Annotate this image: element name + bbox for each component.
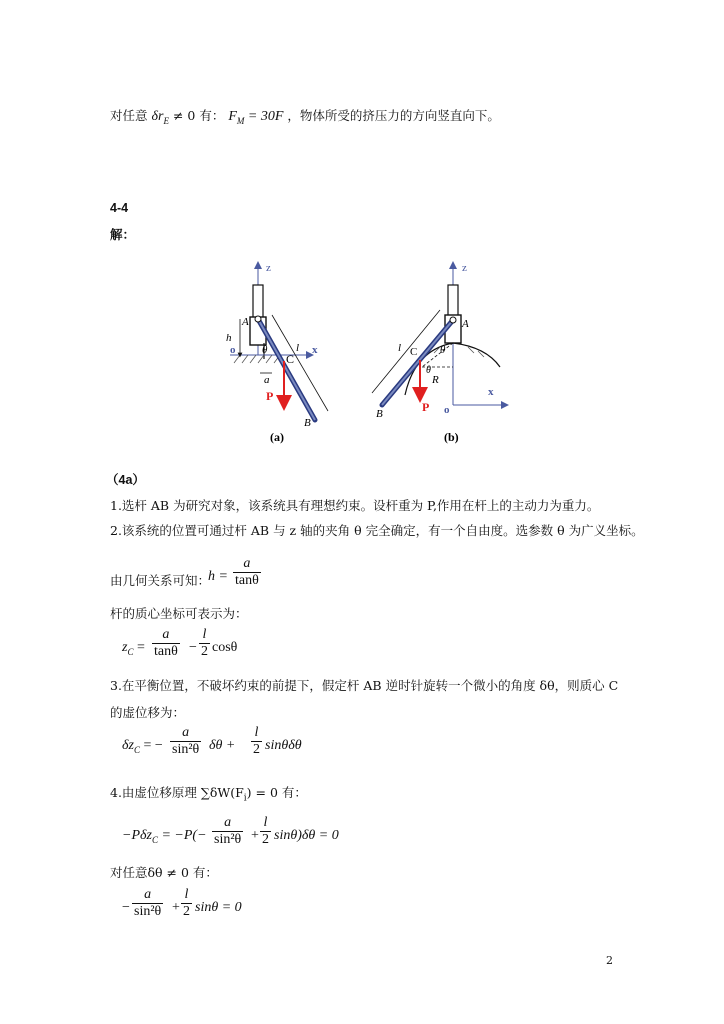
section-number: 4-4 [110, 201, 129, 215]
fig-a-x: x [312, 344, 318, 356]
any-label: 对任意δθ ≠ 0 有： [110, 865, 218, 880]
eq-final-frac1: $\frac{a}{\text{sin²θ}}$ [134, 887, 162, 919]
fig-a-h: h [226, 332, 232, 344]
fig-b-x: x [488, 386, 494, 398]
fig-b-theta2: θ [426, 365, 431, 376]
fig-b-l: l [398, 342, 402, 354]
fig-b-B: B [376, 408, 383, 420]
step-4: 4.由虚位移原理 $\sum\delta W(F_i) = 0$ 有： [110, 785, 307, 804]
fig-a-C: C [286, 352, 295, 366]
eq-dz-tail: sinθδθ [265, 738, 302, 753]
fig-a-theta: θ [262, 344, 268, 356]
eq-h-frac: $\frac{a}{\tan\theta}$ [235, 556, 259, 588]
eq-zc-lhs: $z_C$ = [122, 640, 145, 657]
fig-a-P: P [266, 389, 274, 403]
fig-b-O: o [444, 404, 450, 416]
step-3a: 3.在平衡位置，不破坏约束的前提下，假定杆 AB 逆时针旋转一个微小的角度 δθ，则质心 C [110, 678, 619, 693]
eq-final-frac2: $\frac{l}{2}$ [183, 887, 190, 919]
fig-a-a: a [264, 374, 270, 386]
part-label: （4a） [106, 473, 145, 487]
eq-dz-lhs: $\delta z_C$ = − [122, 738, 163, 755]
eq-vw-frac2: $\frac{l}{2}$ [262, 815, 269, 847]
page-number: 2 [606, 954, 613, 967]
fig-a-O: o [230, 344, 236, 356]
fig-b-caption: (b) [444, 430, 459, 444]
eq-final-tail: sinθ = 0 [195, 900, 242, 915]
step-1: 1.选杆 AB 为研究对象，该系统具有理想约束。设杆重为 P,作用在杆上的主动力为重力。 [110, 498, 600, 513]
intro-line: 对任意 $\delta r_E \ne 0$ 有： $F_M = 30F$ ，物体所受的挤压力的方向竖直向下。 [110, 108, 500, 126]
fig-b-theta: θ [440, 344, 446, 356]
figure-a [226, 262, 328, 444]
eq-vw-tail: sinθ)δθ = 0 [274, 828, 339, 843]
fig-b-R: R [432, 374, 439, 386]
fig-b-A: A [462, 318, 469, 330]
eq-final-plus: + [172, 900, 180, 915]
eq-zc-tail: cosθ [212, 640, 238, 655]
step-3b: 的虚位移为： [110, 705, 186, 720]
fig-a-A: A [242, 316, 249, 328]
eq-vw-plus: + [251, 828, 259, 843]
eq-vw-lhs: −Pδz$_C$ = −P(− [122, 828, 207, 845]
eq-h-lhs: h = [208, 569, 228, 584]
eq-zc-frac1: $\frac{a}{\tan\theta}$ [154, 627, 178, 659]
eq-vw-frac1: $\frac{a}{\text{sin²θ}}$ [214, 815, 242, 847]
figure-b [372, 262, 505, 444]
zc-label: 杆的质心坐标可表示为： [110, 606, 248, 621]
fig-a-z: z [266, 262, 271, 274]
step-2: 2.该系统的位置可通过杆 AB 与 z 轴的夹角 θ 完全确定，有一个自由度。选参数 θ 为广义坐标。 [110, 523, 644, 538]
geom-label: 由几何关系可知： [110, 573, 211, 588]
fig-b-C: C [410, 346, 418, 358]
eq-zc-frac2: $\frac{l}{2}$ [201, 627, 208, 659]
mechanism-figure [200, 255, 620, 455]
eq-zc-minus: − [189, 640, 197, 655]
fig-b-z: z [462, 262, 467, 274]
eq-dz-mid: δθ + [209, 738, 236, 753]
eq-dz-frac2: $\frac{l}{2}$ [253, 725, 260, 757]
fig-a-B: B [304, 417, 311, 429]
fig-a-caption: (a) [270, 430, 284, 444]
fig-b-P: P [422, 400, 430, 414]
eq-final-minus: − [122, 900, 130, 915]
solution-label: 解： [110, 228, 136, 242]
eq-dz-frac1: $\frac{a}{\text{sin²θ}}$ [172, 725, 200, 757]
fig-a-l: l [296, 342, 300, 354]
